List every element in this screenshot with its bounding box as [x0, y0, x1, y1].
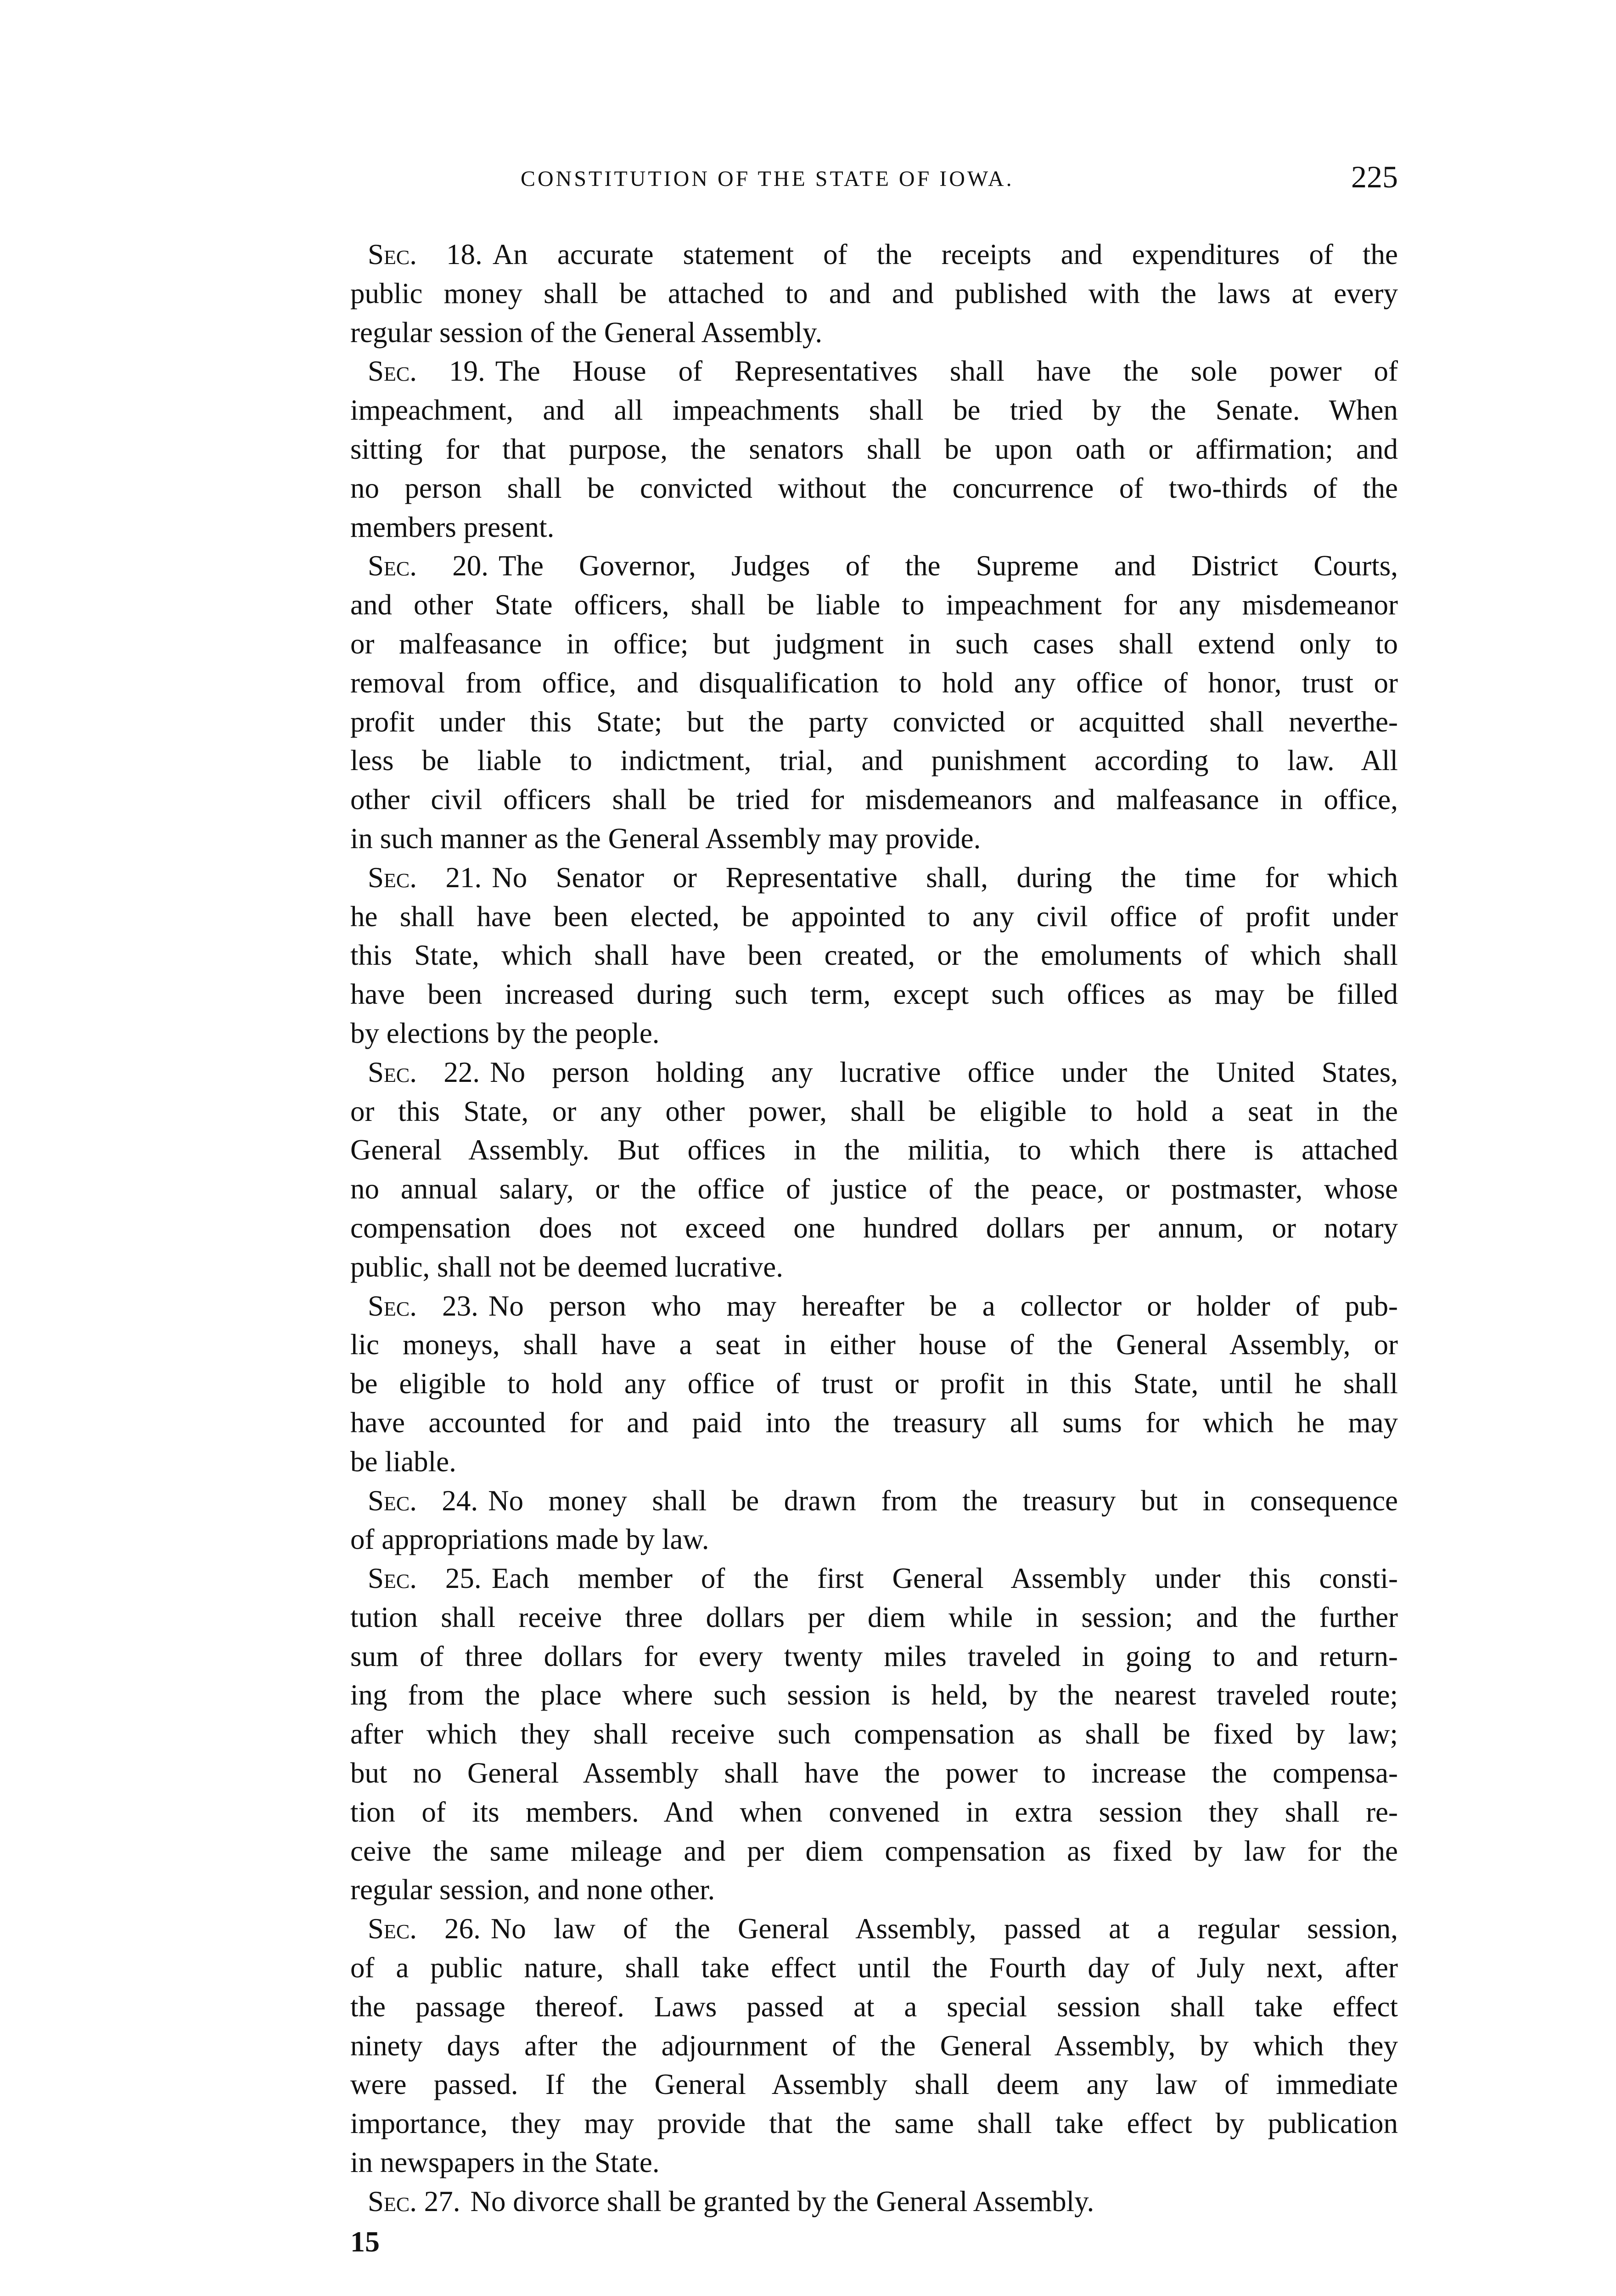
- page-header: [0, 158, 1616, 235]
- text-line: [350, 858, 1398, 897]
- line-text: No law of the General Assembly, passed at a regular session,: [490, 1913, 1398, 1945]
- text-line: [350, 1092, 1398, 1131]
- line-text: General Assembly. But offices in the militia, to which there is attached: [350, 1134, 1398, 1166]
- text-line: [350, 2026, 1398, 2065]
- line-text: of appropriations made by law.: [350, 1523, 709, 1556]
- line-text: compensation does not exceed one hundred dollars per annum, or notary: [350, 1211, 1398, 1244]
- line-text: ceive the same mileage and per diem compensation as fixed by law for the: [350, 1835, 1398, 1867]
- section: [350, 858, 1398, 1053]
- text-line: [350, 1598, 1398, 1637]
- text-line: [350, 1948, 1398, 1987]
- line-text: were passed. If the General Assembly shall deem any law of immediate: [350, 2068, 1398, 2101]
- line-text: No person who may hereafter be a collector or holder of pub-: [488, 1289, 1398, 1322]
- line-text: by elections by the people.: [350, 1017, 660, 1049]
- line-text: this State, which shall have been created, or the emoluments of which shall: [350, 939, 1398, 972]
- line-text: public, shall not be deemed lucrative.: [350, 1250, 783, 1283]
- line-text: profit under this State; but the party convicted or acquitted shall neverthe-: [350, 705, 1398, 738]
- text-line: [350, 508, 1398, 547]
- line-text: sitting for that purpose, the senators shall be upon oath or affirmation; and: [350, 433, 1398, 465]
- line-text: No person holding any lucrative office under the United States,: [490, 1056, 1398, 1088]
- line-text: regular session of the General Assembly.: [350, 316, 823, 349]
- line-text: have been increased during such term, except such offices as may be filled: [350, 978, 1398, 1011]
- text-line: [350, 1053, 1398, 1092]
- text-line: [350, 313, 1398, 352]
- text-line: [350, 625, 1398, 664]
- line-text: tion of its members. And when convened in extra session they shall re-: [350, 1795, 1398, 1828]
- text-line: [350, 1287, 1398, 1326]
- text-line: [350, 1559, 1398, 1598]
- line-text: less be liable to indictment, trial, and punishment according to law. All: [350, 744, 1398, 777]
- line-text: be liable.: [350, 1445, 456, 1478]
- line-text: after which they shall receive such compensation as shall be fixed by law;: [350, 1718, 1398, 1750]
- text-line: [350, 1909, 1398, 1948]
- text-line: [350, 352, 1398, 391]
- section-label: Sec. 27.: [368, 2185, 460, 2217]
- line-text: tution shall receive three dollars per diem while in session; and the further: [350, 1601, 1398, 1633]
- text-line: [350, 1014, 1398, 1053]
- line-text: lic moneys, shall have a seat in either house of the General Assembly, or: [350, 1328, 1398, 1361]
- section-label: Sec. 24.: [368, 1484, 478, 1517]
- body-text: [350, 235, 1398, 2221]
- section: [350, 546, 1398, 858]
- line-text: members present.: [350, 511, 555, 543]
- text-line: [350, 2143, 1398, 2182]
- text-line: [350, 1754, 1398, 1793]
- text-line: [350, 2104, 1398, 2143]
- text-line: [350, 1442, 1398, 1481]
- line-text: regular session, and none other.: [350, 1874, 715, 1906]
- line-text: or malfeasance in office; but judgment in such cases shall extend only to: [350, 627, 1398, 660]
- text-line: [350, 585, 1398, 625]
- section: [350, 1481, 1398, 1559]
- text-line: [350, 1131, 1398, 1170]
- line-text: no person shall be convicted without the concurrence of two-thirds of the: [350, 472, 1398, 504]
- line-text: ninety days after the adjournment of the General Assembly, by which they: [350, 2029, 1398, 2062]
- text-line: [350, 1170, 1398, 1209]
- line-text: public money shall be attached to and and published with the laws at every: [350, 277, 1398, 310]
- text-line: [350, 741, 1398, 780]
- page-number: 225: [1351, 159, 1398, 194]
- line-text: or this State, or any other power, shall be eligible to hold a seat in the: [350, 1095, 1398, 1127]
- line-text: ing from the place where such session is held, by the nearest traveled route;: [350, 1679, 1398, 1711]
- line-text: An accurate statement of the receipts and expenditures of the: [492, 238, 1398, 270]
- line-text: in such manner as the General Assembly may provide.: [350, 822, 981, 855]
- line-text: Each member of the first General Assembly under this consti-: [491, 1562, 1398, 1595]
- line-text: be eligible to hold any office of trust or profit in this State, until he shall: [350, 1367, 1398, 1400]
- section: [350, 2182, 1398, 2221]
- section-label: Sec. 18.: [368, 238, 483, 270]
- text-line: [350, 1870, 1398, 1909]
- text-line: [350, 235, 1398, 274]
- line-text: impeachment, and all impeachments shall be tried by the Senate. When: [350, 394, 1398, 427]
- section: [350, 235, 1398, 352]
- text-line: [350, 1637, 1398, 1676]
- text-line: [350, 1481, 1398, 1520]
- line-text: No Senator or Representative shall, during the time for which: [492, 861, 1398, 894]
- line-text: no annual salary, or the office of justice of the peace, or postmaster, whose: [350, 1173, 1398, 1205]
- line-text: No divorce shall be granted by the General Assembly.: [470, 2185, 1094, 2217]
- line-text: No money shall be drawn from the treasury but in consequence: [488, 1484, 1398, 1517]
- line-text: in newspapers in the State.: [350, 2146, 660, 2179]
- section: [350, 1559, 1398, 1909]
- text-line: [350, 1364, 1398, 1403]
- line-text: The House of Representatives shall have the sole power of: [495, 355, 1398, 388]
- running-head: CONSTITUTION OF THE STATE OF IOWA.: [521, 167, 1014, 191]
- line-text: importance, they may provide that the same shall take effect by publication: [350, 2107, 1398, 2140]
- text-line: [350, 274, 1398, 313]
- section-label: Sec. 26.: [368, 1913, 481, 1945]
- line-text: and other State officers, shall be liable to impeachment for any misdemeanor: [350, 589, 1398, 621]
- text-line: [350, 469, 1398, 508]
- line-text: The Governor, Judges of the Supreme and District Courts,: [499, 550, 1398, 582]
- text-line: [350, 1209, 1398, 1248]
- line-text: other civil officers shall be tried for misdemeanors and malfeasance in office,: [350, 783, 1398, 816]
- section: [350, 352, 1398, 546]
- line-text: but no General Assembly shall have the power to increase the compensa-: [350, 1757, 1398, 1790]
- text-line: [350, 1520, 1398, 1559]
- section-label: Sec. 19.: [368, 355, 485, 388]
- line-text: sum of three dollars for every twenty miles traveled in going to and return-: [350, 1640, 1398, 1672]
- line-text: removal from office, and disqualification to hold any office of honor, trust or: [350, 666, 1398, 699]
- text-line: [350, 1793, 1398, 1832]
- section-label: Sec. 25.: [368, 1562, 482, 1595]
- text-line: [350, 1403, 1398, 1442]
- text-line: [350, 780, 1398, 819]
- text-line: [350, 664, 1398, 703]
- text-line: [350, 936, 1398, 975]
- section-label: Sec. 23.: [368, 1289, 478, 1322]
- text-line: [350, 2065, 1398, 2104]
- text-line: [350, 1248, 1398, 1287]
- text-line: [350, 1832, 1398, 1871]
- text-line: [350, 1325, 1398, 1364]
- text-line: [350, 546, 1398, 585]
- section: [350, 1909, 1398, 2182]
- text-line: [350, 2182, 1398, 2221]
- text-line: [350, 1676, 1398, 1715]
- text-line: [350, 391, 1398, 430]
- line-text: have accounted for and paid into the treasury all sums for which he may: [350, 1406, 1398, 1439]
- text-line: [350, 819, 1398, 858]
- text-line: [350, 975, 1398, 1014]
- text-line: [350, 897, 1398, 936]
- text-line: [350, 1987, 1398, 2026]
- text-line: [350, 1715, 1398, 1754]
- signature-mark: 15: [350, 2225, 380, 2258]
- text-line: [350, 703, 1398, 742]
- line-text: of a public nature, shall take effect until the Fourth day of July next, after: [350, 1952, 1398, 1984]
- line-text: he shall have been elected, be appointed to any civil office of profit under: [350, 900, 1398, 933]
- section-label: Sec. 21.: [368, 861, 482, 894]
- section-label: Sec. 20.: [368, 550, 488, 582]
- line-text: the passage thereof. Laws passed at a special session shall take effect: [350, 1990, 1398, 2023]
- section: [350, 1053, 1398, 1287]
- section-label: Sec. 22.: [368, 1056, 480, 1088]
- text-line: [350, 430, 1398, 469]
- section: [350, 1287, 1398, 1481]
